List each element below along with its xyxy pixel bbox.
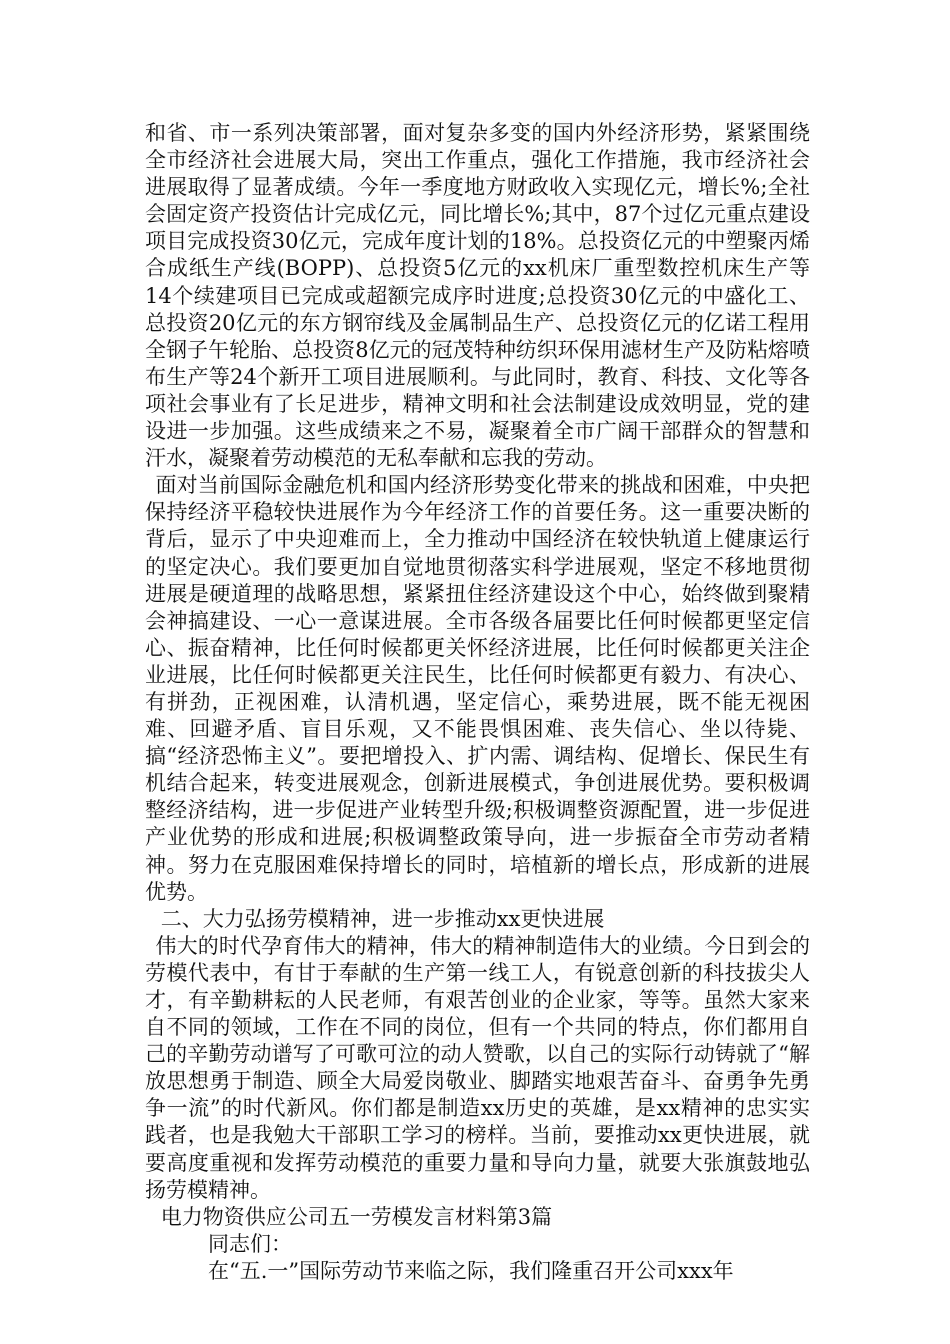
paragraph-economic-challenges: 面对当前国际金融危机和国内经济形势变化带来的挑战和困难，中央把保持经济平稳较快进展作为今年经济工作的首要任务。这一重要决断的背后，显示了中央迎难而上，全力推动中国经济在较快轨道上健康运行的坚定决心。我们要更加自觉地贯彻落实科学进展观，坚定不移地贯彻进展是硬道理的战略思想，紧紧扭住经济建设这个中心，始终做到聚精会神搞建设、一心一意谋进展。全市各级各届要比任何时候都更坚定信心、振奋精神，比任何时候都更关怀经济进展，比任何时候都更关注企业进展，比任何时候都更关注民生，比任何时候都更有毅力、有决心、有拼劲，正视困难，认清机遇，坚定信心，乘势进展，既不能无视困难、回避矛盾、盲目乐观，又不能畏惧困难、丧失信心、坐以待毙、搞“经济恐怖主义”。要把增投入、扩内需、调结构、促增长、保民生有机结合起来，转变进展观念，创新进展模式，争创进展优势。要积极调整经济结构，进一步促进产业转型升级;积极调整资源配置，进一步促进产业优势的形成和进展;积极调整政策导向，进一步振奋全市劳动者精神。努力在克服困难保持增长的同时，培植新的增长点，形成新的进展优势。 <box>145 473 810 904</box>
paragraph-opening: 在“五.一”国际劳动节来临之际，我们隆重召开公司xxx年 <box>208 1258 734 1283</box>
salutation: 同志们： <box>208 1231 292 1256</box>
paragraph-achievements: 和省、市一系列决策部署，面对复杂多变的国内外经济形势，紧紧围绕全市经济社会进展大局，突出工作重点，强化工作措施，我市经济社会进展取得了显著成绩。今年一季度地方财政收入实现亿元，增长%;全社会固定资产投资估计完成亿元，同比增长%;其中，87个过亿元重点建设项目完成投资30亿元，完成年度计划的18%。总投资亿元的中塑聚丙烯合成纸生产线(BOPP)、总投资5亿元的xx机床厂重型数控机床生产等14个续建项目已完成或超额完成序时进度;总投资30亿元的中盛化工、总投资20亿元的东方钢帘线及金属制品生产、总投资亿元的亿诺工程用全钢子午轮胎、总投资8亿元的冠茂特种纺织环保用滤材生产及防粘熔喷布生产等24个新开工项目进展顺利。与此同时，教育、科技、文化等各项社会事业有了长足进步，精神文明和社会法制建设成效明显，党的建设进一步加强。这些成绩来之不易，凝聚着全市广阔干部群众的智慧和汗水，凝聚着劳动模范的无私奉献和忘我的劳动。 <box>145 121 810 471</box>
paragraph-model-workers: 伟大的时代孕育伟大的精神，伟大的精神制造伟大的业绩。今日到会的劳模代表中，有甘于奉献的生产第一线工人，有锐意创新的科技拔尖人才，有辛勤耕耘的人民老师，有艰苦创业的企业家，等等。虽然大家来自不同的领域，工作在不同的岗位，但有一个共同的特点，你们都用自己的辛勤劳动谱写了可歌可泣的动人赞歌，以自己的实际行动铸就了“解放思想勇于制造、顾全大局爱岗敬业、脚踏实地艰苦奋斗、奋勇争先勇争一流”的时代新风。你们都是制造xx历史的英雄，是xx精神的忠实实践者，也是我勉大干部职工学习的榜样。当前，要推动xx更快进展，就要高度重视和发挥劳动模范的重要力量和导向力量，就要大张旗鼓地弘扬劳模精神。 <box>145 933 810 1202</box>
document-page <box>145 120 810 1285</box>
article-title-part-3: 电力物资供应公司五一劳模发言材料第3篇 <box>160 1204 553 1229</box>
section-heading-model-worker-spirit: 二、大力弘扬劳模精神，进一步推动xx更快进展 <box>160 906 605 931</box>
